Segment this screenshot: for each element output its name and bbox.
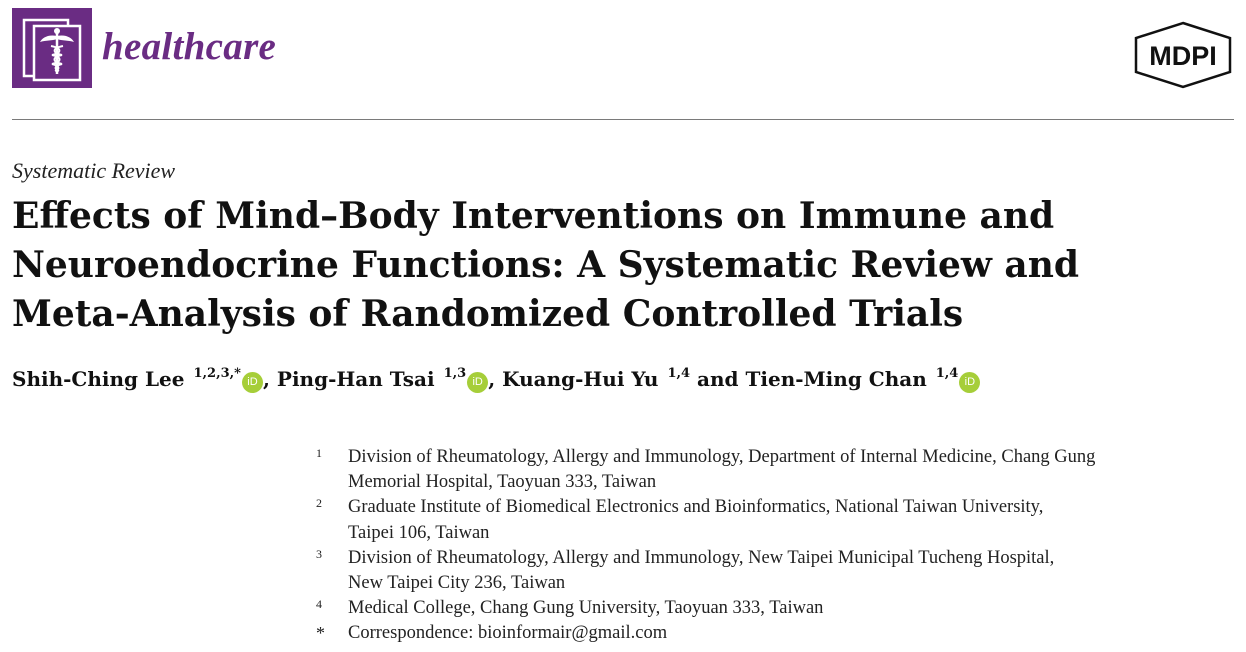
affiliation-list [316, 445, 1196, 647]
caduceus-icon [12, 8, 92, 88]
author-name: Tien-Ming Chan [745, 367, 927, 391]
orcid-icon[interactable]: iD [959, 372, 980, 393]
author-list [12, 362, 980, 396]
article-title [12, 192, 1132, 339]
affiliation-item [316, 596, 1196, 621]
correspondence-text[interactable]: Correspondence: bioinformair@gmail.com [348, 623, 668, 644]
author-name: Shih-Ching Lee [12, 367, 185, 391]
author-separator: , [488, 367, 503, 391]
author-name: Kuang-Hui Yu [502, 367, 659, 391]
affiliation-text: Division of Rheumatology, Allergy and Immunology, Department of Internal Medicine, Chang Gung [348, 447, 1096, 467]
title-line: Effects of Mind–Body Interventions on Immune and [12, 195, 1055, 237]
author-separator: , [262, 367, 277, 391]
title-line: Meta-Analysis of Randomized Controlled Trials [12, 293, 964, 335]
affiliation-text: New Taipei City 236, Taiwan [348, 573, 566, 594]
orcid-icon[interactable]: iD [242, 372, 263, 393]
affiliation-item [316, 546, 1196, 596]
affiliation-number: 1 [316, 446, 322, 460]
author-affiliation-marks: 1,4 [935, 366, 959, 381]
journal-logo [12, 8, 92, 88]
author-affiliation-marks: 1,3 [443, 366, 467, 381]
correspondence-mark: * [316, 623, 325, 644]
journal-name: healthcare [102, 25, 277, 68]
publisher-logo [1132, 20, 1234, 90]
svg-text:MDPI: MDPI [1149, 41, 1217, 71]
author-name: Ping-Han Tsai [276, 367, 435, 391]
affiliation-text: Division of Rheumatology, Allergy and Immunology, New Taipei Municipal Tucheng Hospital, [348, 547, 1055, 568]
affiliation-text: Medical College, Chang Gung University, Taoyuan 333, Taiwan [348, 598, 824, 619]
article-type: Systematic Review [12, 158, 176, 183]
orcid-icon[interactable]: iD [467, 372, 488, 393]
author-affiliation-marks: 1,2,3,* [193, 366, 241, 381]
affiliation-number: 3 [316, 546, 322, 561]
affiliation-text: Taipei 106, Taiwan [348, 522, 490, 543]
header-divider [12, 119, 1234, 120]
author-separator: and [690, 367, 746, 391]
affiliation-number: 4 [316, 597, 322, 612]
affiliation-text: Graduate Institute of Biomedical Electronics and Bioinformatics, National Taiwan University, [348, 497, 1044, 518]
affiliation-item [316, 445, 1196, 495]
affiliation-item [316, 495, 1196, 545]
correspondence-item [316, 621, 1196, 646]
affiliation-number: 2 [316, 496, 322, 511]
affiliation-text: Memorial Hospital, Taoyuan 333, Taiwan [348, 472, 657, 493]
title-line: Neuroendocrine Functions: A Systematic Review and [12, 244, 1080, 286]
author-affiliation-marks: 1,4 [667, 366, 691, 381]
